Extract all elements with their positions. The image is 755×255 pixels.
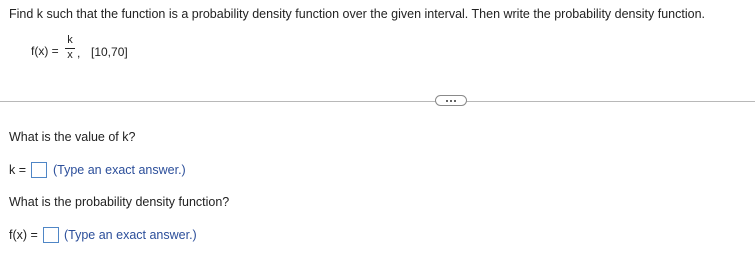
more-options-button[interactable] xyxy=(435,95,467,106)
k-answer-input[interactable] xyxy=(31,162,47,178)
k-question: What is the value of k? xyxy=(9,130,136,144)
fraction-numerator: k xyxy=(67,34,73,46)
k-answer-hint: (Type an exact answer.) xyxy=(53,163,186,177)
function-lhs: f(x) = xyxy=(31,44,59,58)
pdf-label: f(x) = xyxy=(9,228,38,242)
ellipsis-icon xyxy=(450,100,452,102)
question-prompt: Find k such that the function is a probability density function over the given interval. Then write the probability density function. xyxy=(9,7,705,21)
pdf-question: What is the probability density function? xyxy=(9,195,230,209)
k-label: k = xyxy=(9,163,27,177)
ellipsis-icon xyxy=(446,100,448,102)
section-divider xyxy=(0,101,755,102)
pdf-answer-input[interactable] xyxy=(43,227,59,243)
function-fraction xyxy=(65,34,75,62)
fraction-denominator: x xyxy=(67,49,73,61)
ellipsis-icon xyxy=(454,100,456,102)
function-interval: [10,70] xyxy=(91,45,128,59)
pdf-answer-hint: (Type an exact answer.) xyxy=(64,228,197,242)
function-comma: , xyxy=(77,46,81,60)
